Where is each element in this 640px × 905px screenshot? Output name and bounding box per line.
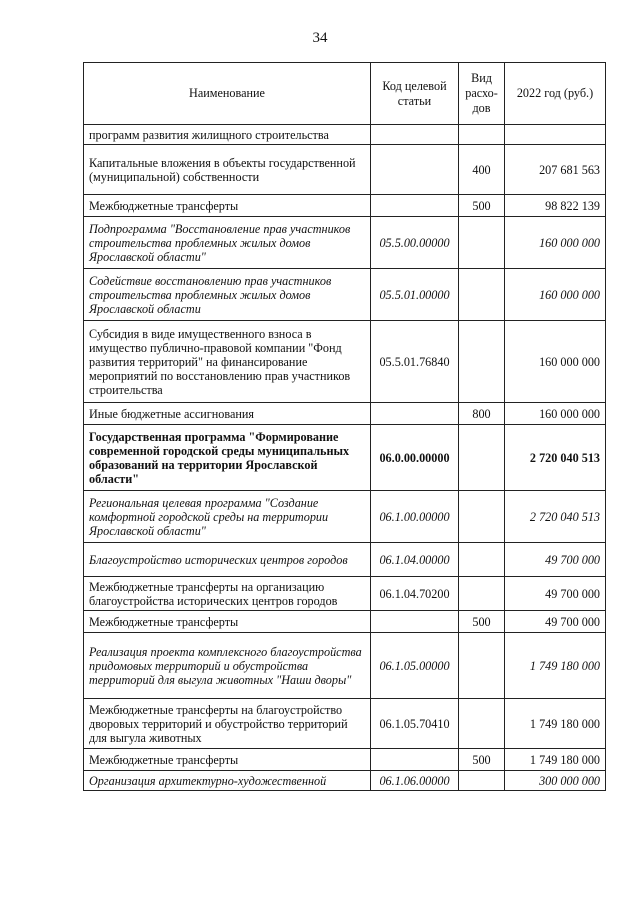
cell-code — [371, 749, 459, 771]
cell-expense-type — [459, 425, 505, 491]
table-row — [84, 195, 606, 217]
cell-expense-type — [459, 321, 505, 403]
cell-code: 05.5.00.00000 — [371, 217, 459, 269]
cell-code: 06.1.04.00000 — [371, 543, 459, 577]
table-row — [84, 145, 606, 195]
cell-amount: 1 749 180 000 — [505, 633, 606, 699]
cell-expense-type — [459, 269, 505, 321]
cell-code: 06.1.05.70410 — [371, 699, 459, 749]
cell-name: Благоустройство исторических центров городов — [84, 543, 371, 577]
cell-name: Иные бюджетные ассигнования — [84, 403, 371, 425]
header-code: Код целевой статьи — [371, 63, 459, 125]
cell-amount: 160 000 000 — [505, 403, 606, 425]
cell-amount: 49 700 000 — [505, 543, 606, 577]
cell-amount: 1 749 180 000 — [505, 699, 606, 749]
table-row — [84, 321, 606, 403]
table-row — [84, 577, 606, 611]
cell-name: Организация архитектурно-художественной — [84, 771, 371, 791]
cell-expense-type: 800 — [459, 403, 505, 425]
cell-amount: 2 720 040 513 — [505, 425, 606, 491]
cell-expense-type — [459, 491, 505, 543]
cell-amount: 160 000 000 — [505, 217, 606, 269]
cell-name: Региональная целевая программа "Создание комфортной городской среды на территории Ярославской области" — [84, 491, 371, 543]
cell-amount: 207 681 563 — [505, 145, 606, 195]
cell-name: Субсидия в виде имущественного взноса в имущество публично-правовой компании "Фонд развития территорий" на финансирование мероприятий по восстановлению прав участников строительства — [84, 321, 371, 403]
cell-code — [371, 145, 459, 195]
cell-name: Реализация проекта комплексного благоустройства придомовых территорий и обустройства территорий для выгула животных "Наши дворы" — [84, 633, 371, 699]
header-amount: 2022 год (руб.) — [505, 63, 606, 125]
table-row — [84, 269, 606, 321]
table-row — [84, 699, 606, 749]
cell-code: 06.1.05.00000 — [371, 633, 459, 699]
cell-name: Капитальные вложения в объекты государственной (муниципальной) собственности — [84, 145, 371, 195]
header-name: Наименование — [84, 63, 371, 125]
cell-code: 05.5.01.00000 — [371, 269, 459, 321]
table-row — [84, 749, 606, 771]
table-row — [84, 217, 606, 269]
cell-code — [371, 403, 459, 425]
cell-expense-type: 500 — [459, 195, 505, 217]
cell-name: Межбюджетные трансферты — [84, 195, 371, 217]
cell-name: Межбюджетные трансферты на организацию благоустройства исторических центров городов — [84, 577, 371, 611]
cell-expense-type: 500 — [459, 611, 505, 633]
table-row — [84, 611, 606, 633]
cell-code: 06.1.06.00000 — [371, 771, 459, 791]
cell-expense-type — [459, 577, 505, 611]
cell-amount: 98 822 139 — [505, 195, 606, 217]
cell-expense-type: 400 — [459, 145, 505, 195]
cell-name: Подпрограмма "Восстановление прав участников строительства проблемных жилых домов Ярославской области" — [84, 217, 371, 269]
cell-code: 06.1.00.00000 — [371, 491, 459, 543]
table-row — [84, 125, 606, 145]
cell-amount: 49 700 000 — [505, 577, 606, 611]
cell-code: 06.1.04.70200 — [371, 577, 459, 611]
cell-code: 05.5.01.76840 — [371, 321, 459, 403]
cell-name: Межбюджетные трансферты на благоустройство дворовых территорий и обустройство территорий для выгула животных — [84, 699, 371, 749]
table-row — [84, 403, 606, 425]
table-row — [84, 633, 606, 699]
cell-name: Межбюджетные трансферты — [84, 749, 371, 771]
cell-code: 06.0.00.00000 — [371, 425, 459, 491]
table-row — [84, 543, 606, 577]
cell-name: Государственная программа "Формирование современной городской среды муниципальных образований на территории Ярославской области" — [84, 425, 371, 491]
cell-name: Межбюджетные трансферты — [84, 611, 371, 633]
table-row — [84, 771, 606, 791]
cell-expense-type — [459, 125, 505, 145]
cell-code — [371, 125, 459, 145]
table-header — [84, 63, 606, 125]
cell-code — [371, 195, 459, 217]
cell-expense-type — [459, 771, 505, 791]
cell-amount: 2 720 040 513 — [505, 491, 606, 543]
cell-amount: 160 000 000 — [505, 321, 606, 403]
cell-expense-type — [459, 699, 505, 749]
cell-name: программ развития жилищного строительства — [84, 125, 371, 145]
cell-expense-type — [459, 217, 505, 269]
cell-expense-type: 500 — [459, 749, 505, 771]
page-number: 34 — [312, 30, 328, 46]
cell-code — [371, 611, 459, 633]
table-body — [84, 125, 606, 791]
header-expense-type: Вид расхо-дов — [459, 63, 505, 125]
budget-table — [83, 62, 606, 791]
cell-amount: 1 749 180 000 — [505, 749, 606, 771]
cell-amount: 300 000 000 — [505, 771, 606, 791]
cell-expense-type — [459, 633, 505, 699]
table-row — [84, 491, 606, 543]
cell-amount: 49 700 000 — [505, 611, 606, 633]
cell-expense-type — [459, 543, 505, 577]
cell-name: Содействие восстановлению прав участников строительства проблемных жилых домов Ярославской области — [84, 269, 371, 321]
cell-amount — [505, 125, 606, 145]
table-row — [84, 425, 606, 491]
cell-amount: 160 000 000 — [505, 269, 606, 321]
